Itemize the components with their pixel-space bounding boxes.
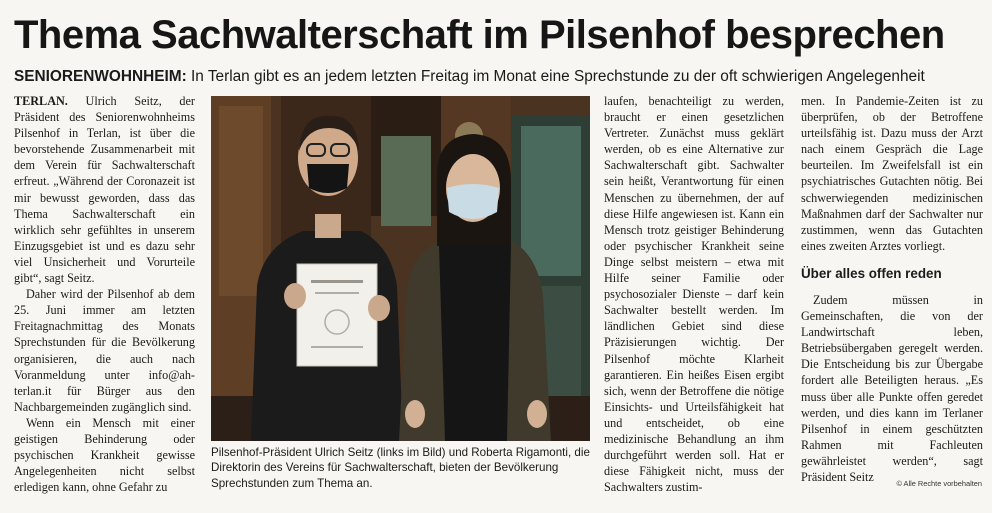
article-column-4 (801, 93, 983, 488)
subheadline-text: In Terlan gibt es an jedem letzten Freitag im Monat eine Sprechstunde zu der oft schwierigen Angelegenheit (186, 68, 925, 85)
article-photo (211, 96, 590, 441)
article-column-3 (604, 93, 784, 498)
photo-illustration (211, 96, 590, 441)
photo-caption: Pilsenhof-Präsident Ulrich Seitz (links im Bild) und Roberta Rigamonti, die Direktorin des Vereins für Sachwalterschaft, bieten der Bevölkerung Sprechstunden zum Thema an. (211, 446, 590, 490)
subheadline-kicker: SENIORENWOHNHEIM: (14, 68, 187, 85)
article-paragraph: men. In Pandemie-Zeiten ist zu überprüfen, ob der Betroffene urteilsfähig ist. Dazu muss der Arzt nach einem Gespräch die Lage beurteilen. Im Zweifelsfall ist ein psychiatrisches Gutachten nötig. Bei schwerwiegenden medizinischen Maßnahmen darf der Sachwalter nur zustimmen, wenn das Gutachten eines zweiten Arztes vorliegt. (801, 94, 983, 253)
article-column-1 (14, 93, 195, 498)
article-paragraph (14, 93, 195, 286)
headline: Thema Sachwalterschaft im Pilsenhof besprechen (14, 13, 945, 57)
article-paragraph: Zudem müssen in Gemeinschaften, die von der Landwirtschaft leben, Betriebsübergaben geregelt werden. Die Entscheidung bis zur Übergabe fordert alle Beteiligten heraus. „Es muss über alle Punkte offen geredet werden, und dies kann im Terlaner Pilsenhof in einem geschützten Rahmen mit Fachleuten gewährleistet werden“, sagt Präsident Seitz (801, 292, 983, 484)
section-subheading: Über alles offen reden (801, 265, 942, 281)
article-paragraph: laufen, benachteiligt zu werden, braucht er einen gesetzlichen Vertreter. Zunächst muss geklärt werden, ob es eine Alternative zur Sachwalterschaft gibt. Sachwalter sein heißt, Verantwortung für einen Menschen zu übernehmen, der auf diese Hilfe angewiesen ist. Kann ein Mensch trotz geistiger Behinderung oder psychischer Krankheit seine Dinge selbst meistern – etwa mit Hilfe seiner Familie oder psychosozialer Dienste – darf kein Sachwalter bestellt werden. Im ländlichen Gebiet sind diese Präzisierungen wichtig. Der Pilsenhof möchte Klarheit garantieren. Ein heißes Eisen ergibt sich, wenn der Betroffene die nötige Einsichts- und Urteilsfähigkeit hat und entscheidet, ob eine medizinische Behandlung an ihm durchgeführt werden soll. Hat er diese Fähigkeit nicht, muss der Sachwalters zustim- (604, 94, 784, 495)
article-paragraph: Daher wird der Pilsenhof ab dem 25. Juni immer am letzten Freitagnachmittag des Monats Sprechstunden für die Bevölkerung organisieren, die auch nach Voranmeldung unter info@ah-terlan.it für Bürger aus den Nachbargemeinden zugänglich sind. (14, 287, 195, 414)
copyright-notice: © Alle Rechte vorbehalten (896, 479, 982, 488)
article-paragraph: Wenn ein Mensch mit einer geistigen Behinderung oder psychischen Krankheit gewisse Angelegenheiten nicht selbst erledigen kann, ohne Gefahr zu (14, 415, 195, 495)
subheadline (14, 66, 980, 88)
article-paragraph-text: Ulrich Seitz, der Präsident des Seniorenwohnheims Pilsenhof in Terlan, ist über die bevorstehende Zusammenarbeit mit dem Verein für Sachwalterschaft erfreut. „Während der Coronazeit ist mir bewusst geworden, dass das Thema Sachwalterschaft ein wirklich sehr gefühltes in unserem Einzugsgebiet ist und es dazu sehr viel Unsicherheit und Vorurteile gibt“, sagt Seitz. (14, 94, 195, 286)
dateline: TERLAN. (14, 94, 68, 108)
